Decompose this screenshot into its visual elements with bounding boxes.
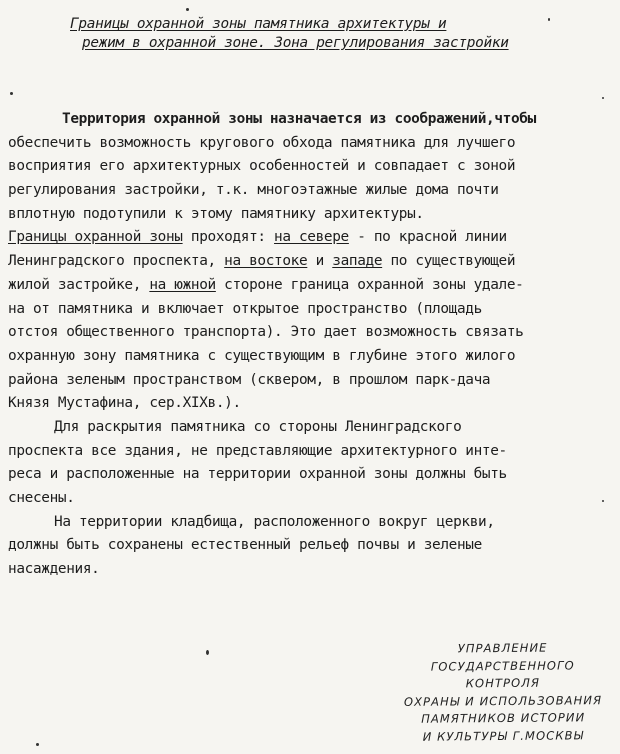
scan-speck xyxy=(36,743,39,746)
stamp-line-5: И КУЛЬТУРЫ Г.МОСКВЫ xyxy=(422,727,585,744)
scan-speck xyxy=(548,18,550,21)
scan-speck xyxy=(206,650,209,655)
p2-line-4: на от памятника и включает открытое пространство (площадь xyxy=(8,300,482,317)
p4-line-1: На территории кладбища, расположенного вокруг церкви, xyxy=(54,513,495,530)
scan-speck xyxy=(186,8,189,11)
scan-speck xyxy=(10,92,13,95)
p1-line-4: регулирования застройки, т.к. многоэтажные жилые дома почти xyxy=(8,182,499,199)
p2-east: на востоке xyxy=(224,253,308,270)
p2-line2-start: Ленинградского проспекта, xyxy=(8,253,225,270)
stamp-line-1: УПРАВЛЕНИЕ xyxy=(457,640,548,656)
p1-line-2: обеспечить возможность кругового обхода памятника для лучшего xyxy=(8,134,516,151)
p2-line-3 xyxy=(8,274,608,298)
p2-line-8: Князя Мустафина, сер.XIXв.). xyxy=(8,395,241,412)
title-line-1: Границы охранной зоны памятника архитектуры и xyxy=(70,16,447,32)
p2-line-5: отстоя общественного транспорта). Это дает возможность связать xyxy=(8,324,524,341)
p3-line-1: Для раскрытия памятника со стороны Ленинградского xyxy=(54,418,462,435)
p2-line3-start: жилой застройке, xyxy=(8,276,150,293)
p2-line-7: района зеленым пространством (сквером, в прошлом парк-дача xyxy=(8,371,491,388)
p2-west: западе xyxy=(332,253,383,270)
organization-stamp xyxy=(398,639,609,746)
stamp-line-3: ОХРАНЫ И ИСПОЛЬЗОВАНИЯ xyxy=(403,692,603,709)
p3-line-3: реса и расположенные на территории охранной зоны должны быть xyxy=(8,466,507,483)
p1-line-1: Территория охранной зоны назначается из соображений,чтобы xyxy=(62,111,536,127)
p4-line-2: должны быть сохранены естественный рельеф почвы и зеленые xyxy=(8,537,482,554)
p1-line-3: восприятия его архитектурных особенностей и совпадает с зоной xyxy=(8,158,516,175)
stamp-line-4: ПАМЯТНИКОВ ИСТОРИИ xyxy=(421,710,586,726)
p3-line-2: проспекта все здания, не представляющие архитектурного инте- xyxy=(8,442,507,459)
p2-line-2 xyxy=(8,250,608,274)
p2-line2-rest: по существующей xyxy=(382,253,516,270)
p2-south: на южной xyxy=(149,276,216,293)
title-line-2: режим в охранной зоне. Зона регулирования застройки xyxy=(82,35,509,51)
p1-line-5: вплотную подотупили к этому памятнику архитектуры. xyxy=(8,205,424,222)
p2-line-1 xyxy=(8,226,608,250)
document-title xyxy=(70,15,560,53)
p2-lead-underlined: Границы охранной зоны xyxy=(8,229,183,246)
p2-north: на севере xyxy=(274,229,349,246)
p2-line-6: охранную зону памятника с существующим в глубине этого жилого xyxy=(8,347,516,364)
scan-speck xyxy=(602,500,604,502)
stamp-line-2: ГОСУДАРСТВЕННОГО КОНТРОЛЯ xyxy=(430,657,575,691)
scan-speck xyxy=(602,97,604,99)
p2-lead-rest: проходят: xyxy=(182,229,275,246)
p2-and: и xyxy=(307,253,333,270)
document-body xyxy=(8,108,608,582)
p2-line3-rest: стороне граница охранной зоны удале- xyxy=(215,276,524,293)
p2-line1-rest: - по красной линии xyxy=(348,229,507,246)
p3-line-4: снесены. xyxy=(8,490,75,506)
p4-line-3: насаждения. xyxy=(8,561,100,578)
